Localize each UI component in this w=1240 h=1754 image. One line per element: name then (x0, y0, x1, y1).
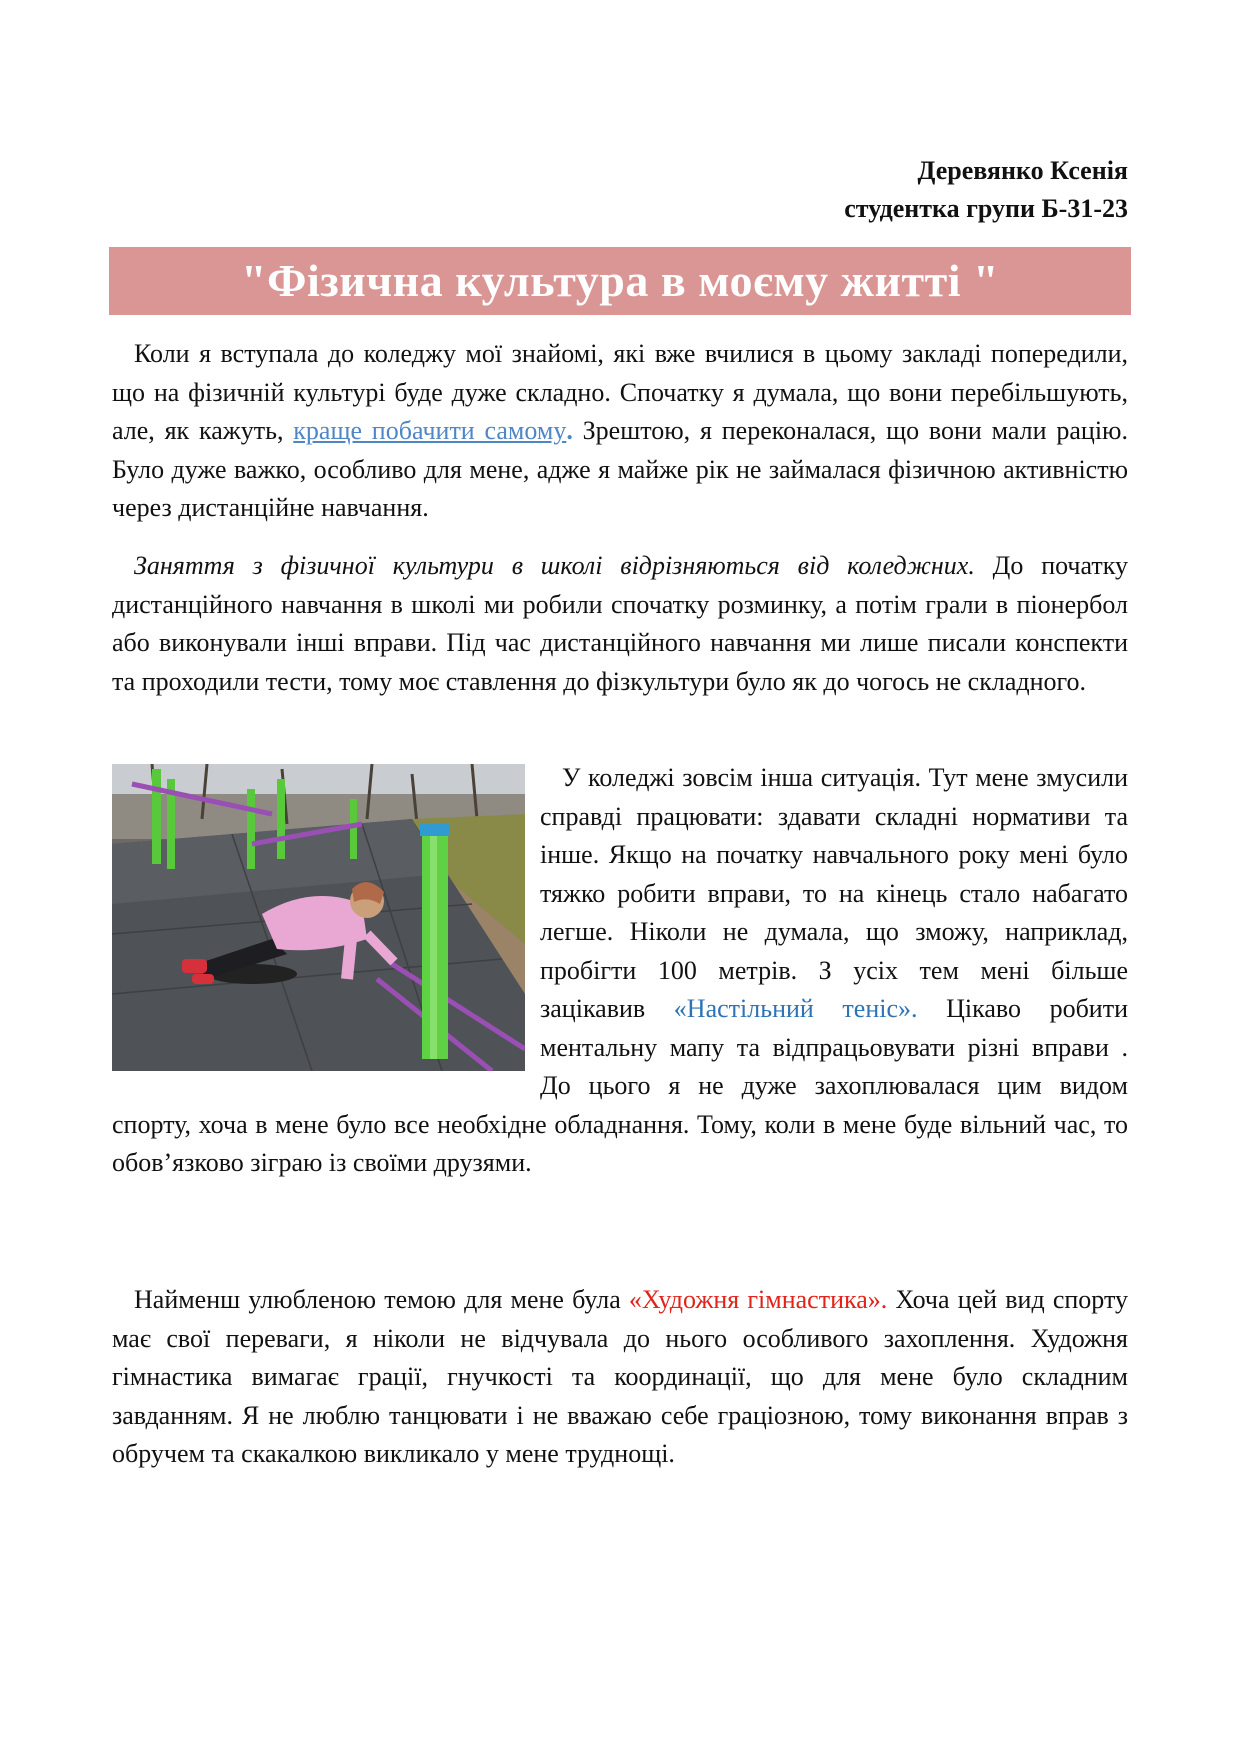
paragraph-2-text: До початку дистанційного навчання в школі ми робили спочатку розминку, а потім грали в піонербол або виконували інші вправи. Під час дистанційного навчання ми лише писали конспекти та проходили тести, тому моє ставлення до фізкультури було як до чогось не складного. (112, 551, 1129, 696)
page-title: "Фізична культура в моєму житті " (240, 254, 1000, 306)
gymnastics-highlight: «Художня гімнастика». (628, 1285, 888, 1314)
author-group: студентка групи Б-31-23 (844, 194, 1128, 223)
paragraph-4 (112, 1281, 1128, 1474)
tennis-highlight: «Настільний теніс». (673, 994, 918, 1023)
paragraph-1 (112, 335, 1128, 528)
link-period: . (566, 416, 573, 445)
author-name: Деревянко Ксенія (917, 156, 1128, 185)
inline-link[interactable]: краще побачити самому (293, 416, 567, 445)
outdoor-workout-photo (112, 764, 525, 1071)
paragraph-1-text-b: Зрештою, я переконалася, що вони мали рацію. Було дуже важко, особливо для мене, адже я майже рік не займалася фізичною активністю через дистанційне навчання. (112, 416, 1128, 522)
title-banner (109, 247, 1131, 315)
paragraph-3-text-a: У коледжі зовсім інша ситуація. Тут мене змусили справді працювати: здавати складні нормативи та інше. Якщо на початку навчального року мені було тяжко робити вправи, то на кінець стало набагато легше. Ніколи не думала, що зможу, наприклад, пробігти 100 метрів. З усіх тем мені більше зацікавив (540, 763, 1128, 1023)
paragraph-3-text-b: Цікаво робити ментальну мапу та відпрацьовувати різні вправи . До цього я не дуже захоплювалася цим видом спорту, хоча в мене було все необхідне обладнання. Тому, коли в мене буде вільний час, то обов’язково зіграю із своїми друзями. (112, 994, 1128, 1177)
author-block (844, 152, 1128, 228)
paragraph-2 (112, 547, 1128, 701)
paragraph-2-italic: Заняття з фізичної культури в школі відрізняються від коледжних. (134, 551, 975, 580)
paragraph-4-text-a: Найменш улюбленою темою для мене була (134, 1285, 629, 1314)
paragraph-4-text-b: Хоча цей вид спорту має свої переваги, я ніколи не відчувала до нього особливого захоплення. Художня гімнастика вимагає грації, гнучкості та координації, що для мене було складним завданням. Я не люблю танцювати і не вважаю себе граціозною, тому виконання вправ з обручем та скакалкою викликало у мене труднощі. (112, 1285, 1128, 1468)
paragraph-1-text-a: Коли я вступала до коледжу мої знайомі, які вже вчилися в цьому закладі попередили, що на фізичній культурі буде дуже складно. Спочатку я думала, що вони перебільшують, але, як кажуть, (112, 339, 1128, 445)
